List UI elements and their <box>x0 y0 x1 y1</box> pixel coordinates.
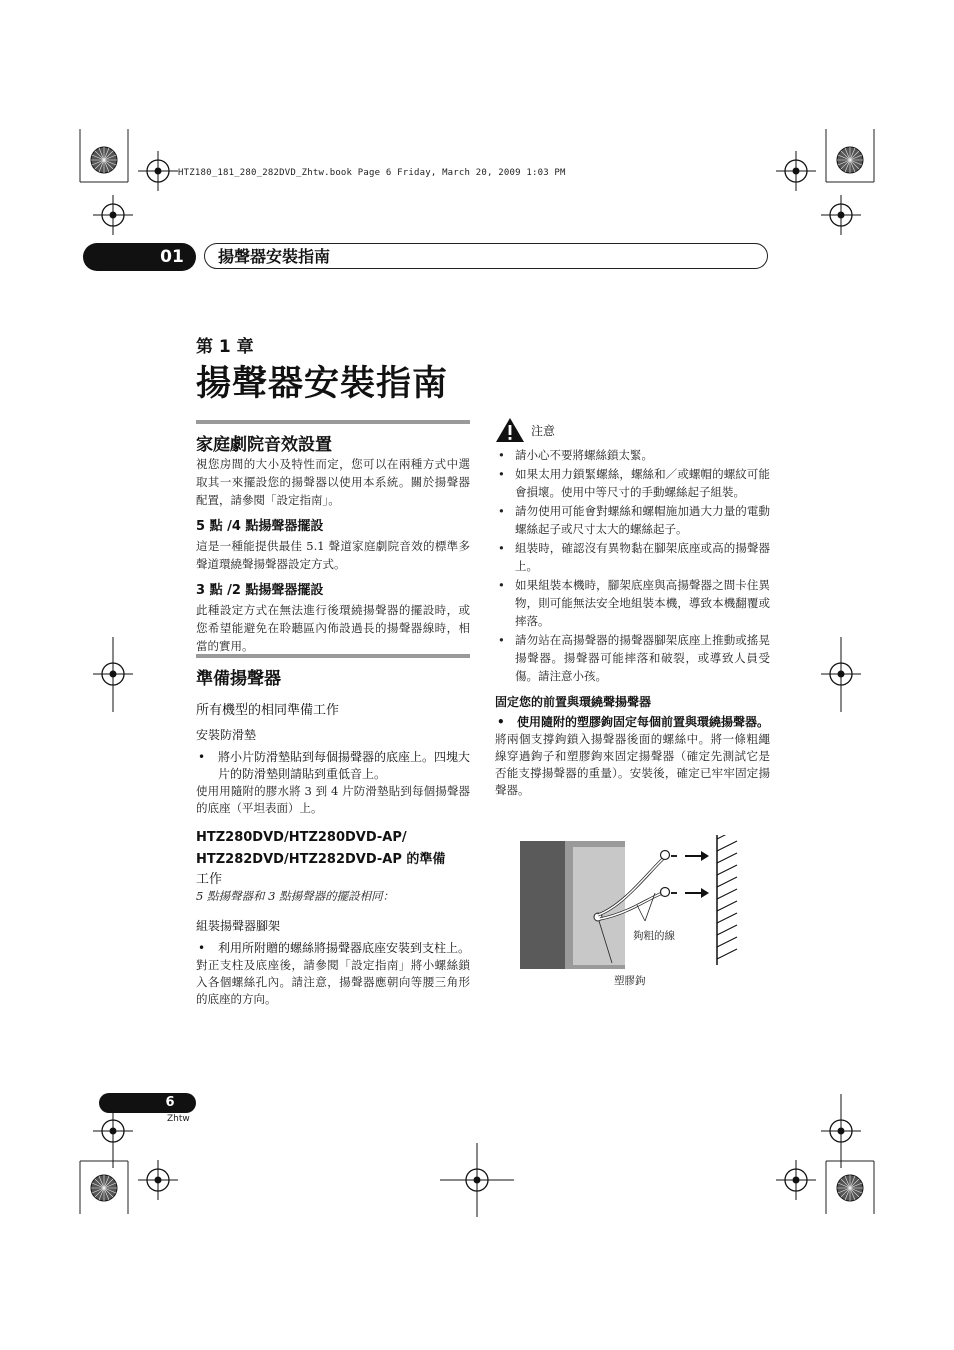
caution-item: • 組裝時，確認沒有異物黏在腳架底座或高的揚聲器上。 <box>495 539 770 575</box>
home-theater-intro: 視您房間的大小及特性而定，您可以在兩種方式中選取其一來擺設您的揚聲器以使用本系統。關於揚聲器配置，請參閱「設定指南」。 <box>196 457 470 507</box>
pads-text: 使用用隨附的膠水將 3 到 4 片防滑墊貼到每個揚聲器的底座（平坦表面）上。 <box>196 784 470 815</box>
arrow-icon <box>685 851 709 898</box>
burst-mark-top-left <box>91 147 117 173</box>
caution-item: • 請小心不要將螺絲鎖太緊。 <box>495 446 770 464</box>
caution-list <box>495 446 770 685</box>
speaker-back-panel <box>573 847 625 965</box>
three-two-text: 此種設定方式在無法進行後環繞揚聲器的擺設時，或您希望能避免在聆聽區內佈設過長的揚聲器線時，相當的實用。 <box>196 603 470 653</box>
mount-title: 固定您的前置與環繞聲揚聲器 <box>495 695 652 709</box>
chapter-tab-title: 揚聲器安裝指南 <box>218 247 331 266</box>
burst-mark-bottom-left <box>91 1175 117 1201</box>
burst-mark-bottom-right <box>837 1175 863 1201</box>
pads-bullet: • 將小片防滑墊貼到每個揚聲器的底座上。四塊大片的防滑墊則請貼到重低音上。 <box>196 749 470 783</box>
page-title: 揚聲器安裝指南 <box>196 364 449 404</box>
five-four-title: 5 點 /4 點揚聲器擺設 <box>196 519 324 534</box>
left-column <box>196 420 470 655</box>
prepare-section <box>196 654 470 1008</box>
model-italic-note: 5 點揚聲器和 3 點揚聲器的擺設相同： <box>196 889 395 903</box>
mount-text: 將兩個支撐鉤鎖入揚聲器後面的螺絲中。將一條粗繩線穿過鉤子和塑膠鉤來固定揚聲器（確定先測試它是否能支撐揚聲器的重量）。安裝後，確定已牢牢固定揚聲器。 <box>495 732 770 797</box>
model-heading-line2: HTZ282DVD/HTZ282DVD-AP 的準備 <box>196 852 446 867</box>
model-heading <box>196 827 470 871</box>
stand-title: 組裝揚聲器腳架 <box>196 919 281 933</box>
three-two-title: 3 點 /2 點揚聲器擺設 <box>196 583 324 598</box>
wall-hatch <box>717 835 737 965</box>
stand-bullet: • 利用所附贈的螺絲將揚聲器底座安裝到支柱上。 <box>196 940 470 957</box>
warning-triangle-icon <box>495 417 525 443</box>
right-column <box>495 416 770 799</box>
caution-item: • 如果太用力鎖緊螺絲，螺絲和／或螺帽的螺紋可能會損壞。使用中等尺寸的手動螺絲起子組裝。 <box>495 465 770 501</box>
section-rule <box>196 420 470 424</box>
caution-item: • 請勿使用可能會對螺絲和螺帽施加過大力量的電動螺絲起子或尺寸太大的螺絲起子。 <box>495 502 770 538</box>
chapter-label: 第 1 章 <box>196 337 254 357</box>
chapter-number: 01 <box>160 247 184 267</box>
wall-mount-figure <box>515 835 745 975</box>
model-heading-line3: 工作 <box>196 872 223 887</box>
pads-title: 安裝防滑墊 <box>196 728 257 742</box>
caution-label: 注意 <box>531 423 556 438</box>
mount-bullet: • 使用隨附的塑膠鉤固定每個前置與環繞揚聲器。 <box>495 714 770 731</box>
caution-header <box>495 416 770 444</box>
file-header-line: HTZ180_181_280_282DVD_Zhtw.book Page 6 Friday, March 20, 2009 1:03 PM <box>178 168 566 178</box>
page-language: Zhtw <box>167 1114 190 1124</box>
all-models-subtitle: 所有機型的相同準備工作 <box>196 703 340 718</box>
screw-hook-lower <box>661 888 670 897</box>
section-rule <box>196 654 470 658</box>
screw-hook-upper <box>661 851 670 860</box>
stand-text: 對正支柱及底座後，請參閱「設定指南」將小螺絲鎖入各個螺絲孔內。請注意，揚聲器應朝向等腰三角形的底座的方向。 <box>196 958 470 1006</box>
cord-label: 夠粗的線 <box>633 930 675 942</box>
home-theater-title: 家庭劇院音效設置 <box>196 435 332 455</box>
five-four-text: 這是一種能提供最佳 5.1 聲道家庭劇院音效的標準多聲道環繞聲揚聲器設定方式。 <box>196 539 470 571</box>
hook-label: 塑膠鉤 <box>614 975 646 987</box>
caution-item: • 如果組裝本機時，腳架底座與高揚聲器之間卡住異物，則可能無法安全地組裝本機，導致本機翻覆或摔落。 <box>495 576 770 630</box>
prepare-title: 準備揚聲器 <box>196 669 281 689</box>
caution-item: • 請勿站在高揚聲器的揚聲器腳架底座上推動或搖晃揚聲器。揚聲器可能摔落和破裂，或導致人員受傷。請注意小孩。 <box>495 631 770 685</box>
burst-mark-top-right <box>837 147 863 173</box>
page-number: 6 <box>165 1095 175 1110</box>
model-heading-line1: HTZ280DVD/HTZ280DVD-AP/ <box>196 830 407 845</box>
